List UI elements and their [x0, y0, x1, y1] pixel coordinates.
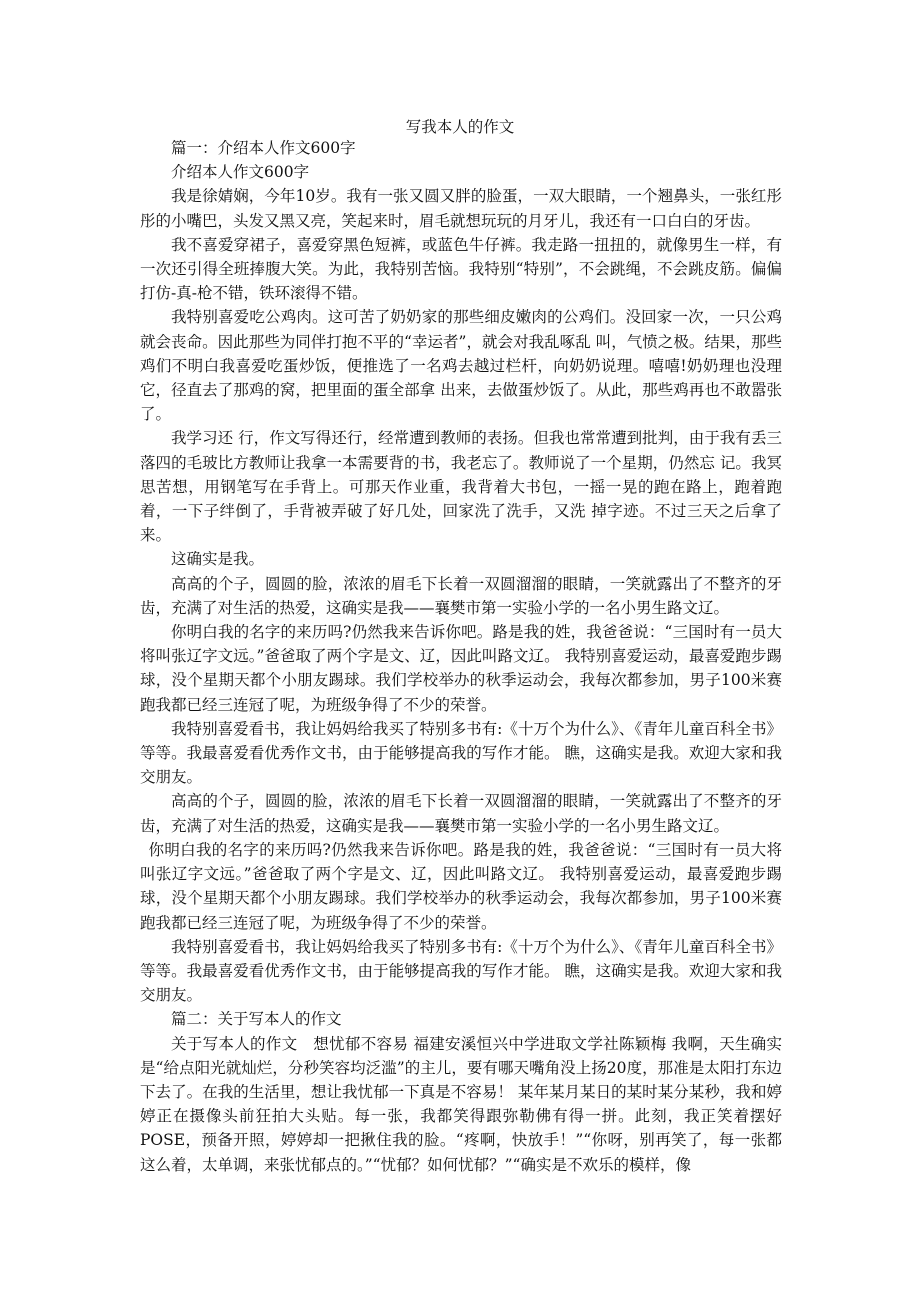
paragraph: 篇二：关于写本人的作文: [171, 1010, 342, 1029]
paragraph: 我特别喜爱看书，我让妈妈给我买了特别多书有:《十万个为什么》、《青年儿童百科全书》等等。我最喜爱看优秀作文书，由于能够提高我的写作才能。 瞧，这确实是我。欢迎大家和我交朋友。: [140, 937, 782, 1005]
paragraph: 这确实是我。: [171, 550, 265, 569]
document-body: [140, 136, 782, 1177]
paragraph: 你明白我的名字的来历吗?仍然我来告诉你吧。路是我的姓，我爸爸说：“三国时有一员大将叫张辽字文远。”爸爸取了两个字是文、辽，因此叫路文辽。 我特别喜爱运动，最喜爱跑步踢球，没个星期天都个小朋友踢球。我们学校举办的秋季运动会，我每次都参加，男子100米赛跑我都已经三连冠了呢，为班级争得了不少的荣誉。: [140, 840, 782, 932]
paragraph: 我学习还 行，作文写得还行，经常遭到教师的表扬。但我也常常遭到批判，由于我有丢三落四的毛玻比方教师让我拿一本需要背的书，我老忘了。教师说了一个星期，仍然忘 记。我冥思苦想，用钢笔写在手背上。可那天作业重，我背着大书包，一摇一晃的跑在路上，跑着跑着，一下子绊倒了，手背被弄破了好几处，回家洗了洗手，又洗 掉字迹。不过三天之后拿了来。: [140, 429, 782, 545]
paragraph: 我特别喜爱吃公鸡肉。这可苦了奶奶家的那些细皮嫩肉的公鸡们。没回家一次，一只公鸡就会丧命。因此那些为同伴打抱不平的“幸运者”，就会对我乱啄乱 叫，气愤之极。结果，那些鸡们不明白我喜爱吃蛋炒饭，便推选了一名鸡去越过栏杆，向奶奶说理。嘻嘻!奶奶理也没理它，径直去了那鸡的窝，把里面的蛋全部拿 出来，去做蛋炒饭了。从此，那些鸡再也不敢嚣张了。: [140, 308, 782, 424]
paragraph: 我是徐婧娴，今年10岁。我有一张又圆又胖的脸蛋，一双大眼睛，一个翘鼻头，一张红彤彤的小嘴巴，头发又黑又亮，笑起来时，眉毛就想玩玩的月牙儿，我还有一口白白的牙齿。: [140, 187, 782, 230]
paragraph: 介绍本人作文600字: [171, 163, 310, 182]
paragraph: 我特别喜爱看书，我让妈妈给我买了特别多书有:《十万个为什么》、《青年儿童百科全书》等等。我最喜爱看优秀作文书，由于能够提高我的写作才能。 瞧，这确实是我。欢迎大家和我交朋友。: [140, 719, 782, 787]
paragraph: 你明白我的名字的来历吗?仍然我来告诉你吧。路是我的姓，我爸爸说：“三国时有一员大将叫张辽字文远。”爸爸取了两个字是文、辽，因此叫路文辽。 我特别喜爱运动，最喜爱跑步踢球，没个星期天都个小朋友踢球。我们学校举办的秋季运动会，我每次都参加，男子100米赛跑我都已经三连冠了呢，为班级争得了不少的荣誉。: [140, 623, 782, 714]
paragraph: 篇一：介绍本人作文600字: [171, 139, 356, 157]
document-title: 写我本人的作文: [405, 118, 515, 136]
paragraph: 高高的个子，圆圆的脸，浓浓的眉毛下长着一双圆溜溜的眼睛，一笑就露出了不整齐的牙齿，充满了对生活的热爱，这确实是我——襄樊市第一实验小学的一名小男生路文辽。: [140, 574, 782, 617]
paragraph: 高高的个子，圆圆的脸，浓浓的眉毛下长着一双圆溜溜的眼睛，一笑就露出了不整齐的牙齿，充满了对生活的热爱，这确实是我——襄樊市第一实验小学的一名小男生路文辽。: [140, 792, 782, 835]
paragraph: 关于写本人的作文 想忧郁不容易 福建安溪恒兴中学进取文学社陈颖梅 我啊，天生确实是“给点阳光就灿烂，分秒笑容均泛滥”的主儿，要有哪天嘴角没上扬20度，那准是太阳打东边下去了。在我的生活里，想让我忧郁一下真是不容易！ 某年某月某日的某时某分某秒，我和婷婷正在摄像头前狂拍大头贴。每一张，我都笑得跟弥勒佛有得一拼。此刻，我正笑着摆好POSE，预备开照，婷婷却一把揪住我的脸。“疼啊，快放手！”“你呀，别再笑了，每一张都这么着，太单调，来张忧郁点的。”“忧郁？如何忧郁？”“确实是不欢乐的模样，像: [140, 1034, 782, 1174]
paragraph: 我不喜爱穿裙子，喜爱穿黑色短裤，或蓝色牛仔裤。我走路一扭扭的，就像男生一样，有一次还引得全班捧腹大笑。为此，我特别苦恼。我特别“特别”，不会跳绳，不会跳皮筋。偏偏打仿-真-枪不错，铁环滚得不错。: [140, 235, 782, 303]
